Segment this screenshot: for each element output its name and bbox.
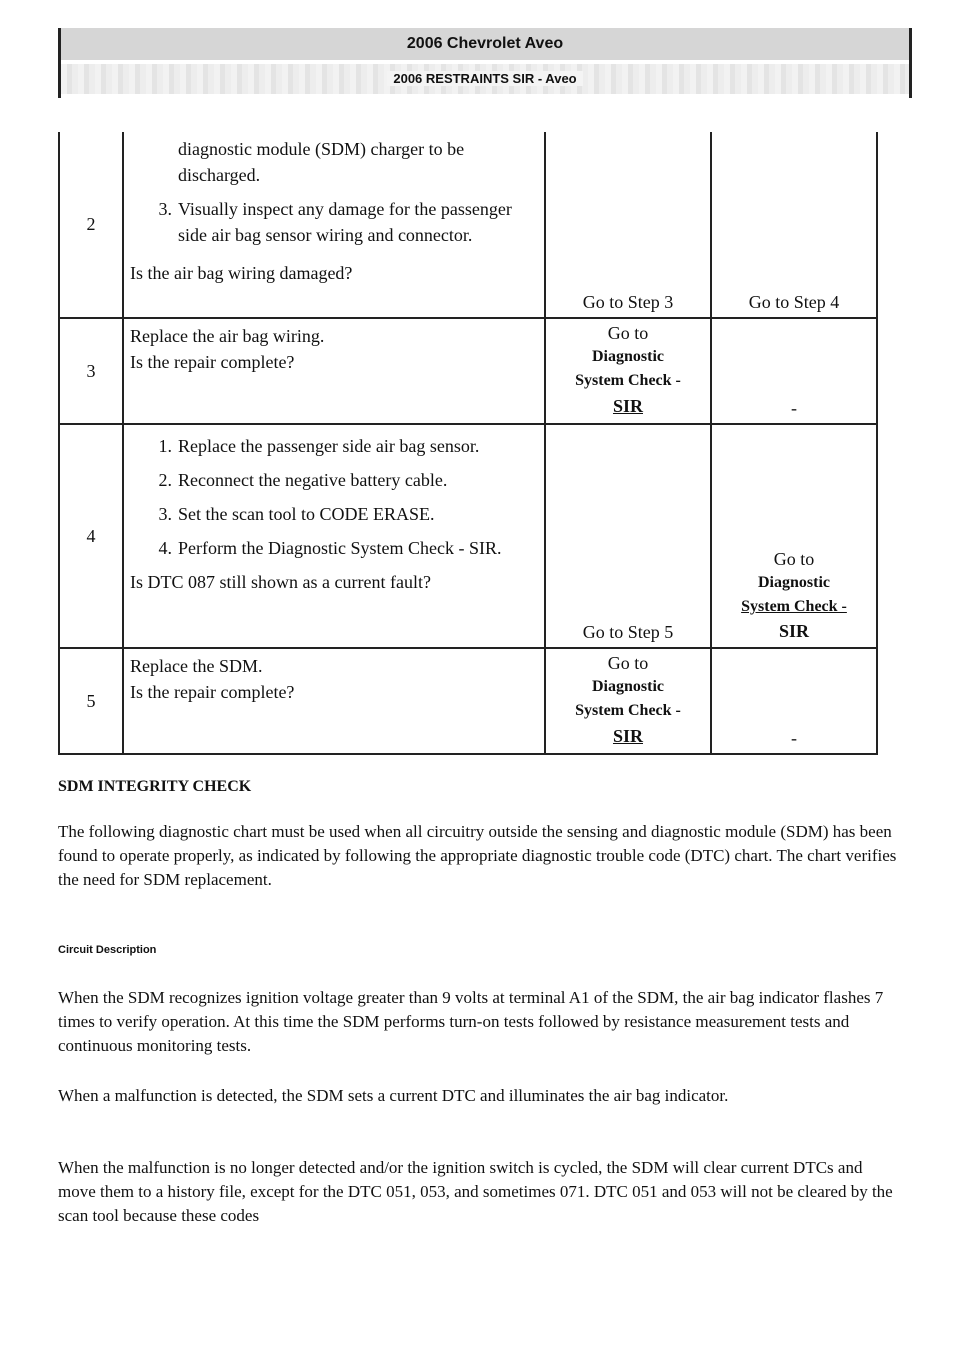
item-text: Replace the passenger side air bag sensor. — [178, 436, 480, 456]
no-value: - — [791, 728, 797, 748]
action-cell — [123, 424, 545, 648]
action-item — [130, 196, 538, 248]
action-item — [130, 501, 538, 527]
sir-link[interactable]: SIR — [612, 396, 643, 416]
action-cell — [123, 318, 545, 424]
item-number: 4. — [158, 538, 172, 558]
diagnostic-table — [58, 132, 878, 755]
action-cell — [123, 132, 545, 318]
item-number: 1. — [158, 436, 172, 456]
step-number: 5 — [59, 648, 123, 754]
action-item — [130, 433, 538, 459]
question-text: Is DTC 087 still shown as a current fault? — [130, 572, 431, 592]
diagnostic-system-check-link[interactable]: Diagnostic — [592, 348, 664, 365]
document-subtitle-bar — [61, 64, 909, 94]
no-cell — [711, 132, 877, 318]
goto-label: Go to — [607, 323, 649, 343]
goto-step-4-link[interactable]: Go to Step 4 — [748, 292, 840, 312]
action-item — [130, 467, 538, 493]
no-value: - — [791, 398, 797, 418]
item-number: 3. — [158, 199, 172, 219]
table-row — [59, 318, 877, 424]
paragraph: When the SDM recognizes ignition voltage greater than 9 volts at terminal A1 of the SDM, the air bag indicator flashes 7 times to verify operation. At this time the SDM performs turn-on tests followed by resistance measurement tests and continuous monitoring tests. — [58, 988, 884, 1055]
document-subtitle: 2006 RESTRAINTS SIR - Aveo — [387, 71, 582, 86]
action-text: Replace the air bag wiring. — [130, 326, 325, 346]
table-row — [59, 132, 877, 318]
step-number: 2 — [59, 132, 123, 318]
no-cell — [711, 424, 877, 648]
item-text: Reconnect the negative battery cable. — [178, 470, 448, 490]
diagnostic-system-check-link[interactable]: Diagnostic — [758, 574, 830, 591]
diagnostic-system-check-link[interactable]: Diagnostic — [592, 678, 664, 695]
step-number: 3 — [59, 318, 123, 424]
goto-label: Go to — [773, 549, 815, 569]
question-text: Is the repair complete? — [130, 352, 295, 372]
document-title: 2006 Chevrolet Aveo — [61, 28, 909, 60]
action-item: diagnostic module (SDM) charger to be discharged. — [178, 139, 465, 185]
sir-link[interactable]: SIR — [612, 726, 643, 746]
yes-cell — [545, 648, 711, 754]
goto-label: Go to — [607, 653, 649, 673]
question-text: Is the air bag wiring damaged? — [130, 263, 353, 283]
diagnostic-system-check-link[interactable]: System Check - — [575, 372, 681, 389]
action-text: Replace the SDM. — [130, 656, 263, 676]
yes-cell — [545, 424, 711, 648]
item-text: Perform the Diagnostic System Check - SIR. — [178, 538, 502, 558]
question-text: Is the repair complete? — [130, 682, 295, 702]
action-item — [130, 535, 538, 561]
goto-step-5-link[interactable]: Go to Step 5 — [582, 622, 674, 642]
table-row — [59, 648, 877, 754]
no-cell — [711, 318, 877, 424]
section-title: SDM INTEGRITY CHECK — [58, 778, 252, 795]
goto-step-3-link[interactable]: Go to Step 3 — [582, 292, 674, 312]
intro-paragraph: The following diagnostic chart must be used when all circuitry outside the sensing and diagnostic module (SDM) has been found to operate properly, as indicated by following the appropriate diagnostic trouble code (DTC) chart. The chart verifies the need for SDM replacement. — [58, 822, 897, 889]
item-text: Visually inspect any damage for the passenger side air bag sensor wiring and connector. — [178, 199, 512, 245]
table-row — [59, 424, 877, 648]
no-cell — [711, 648, 877, 754]
page-header — [58, 28, 912, 98]
yes-cell — [545, 132, 711, 318]
step-number: 4 — [59, 424, 123, 648]
action-cell — [123, 648, 545, 754]
circuit-description-heading: Circuit Description — [58, 944, 157, 956]
diagnostic-system-check-link[interactable]: System Check - — [575, 702, 681, 719]
diagnostic-system-check-link[interactable]: System Check - — [741, 598, 847, 615]
item-number: 3. — [158, 504, 172, 524]
item-number: 2. — [158, 470, 172, 490]
yes-cell — [545, 318, 711, 424]
paragraph: When a malfunction is detected, the SDM sets a current DTC and illuminates the air bag indicator. — [58, 1086, 729, 1105]
item-text: Set the scan tool to CODE ERASE. — [178, 504, 435, 524]
sir-link[interactable]: SIR — [778, 621, 809, 641]
paragraph: When the malfunction is no longer detected and/or the ignition switch is cycled, the SDM will clear current DTCs and move them to a history file, except for the DTC 051, 053, and sometimes 071. DTC 051 and 053 will not be cleared by the scan tool because these codes — [58, 1158, 893, 1225]
